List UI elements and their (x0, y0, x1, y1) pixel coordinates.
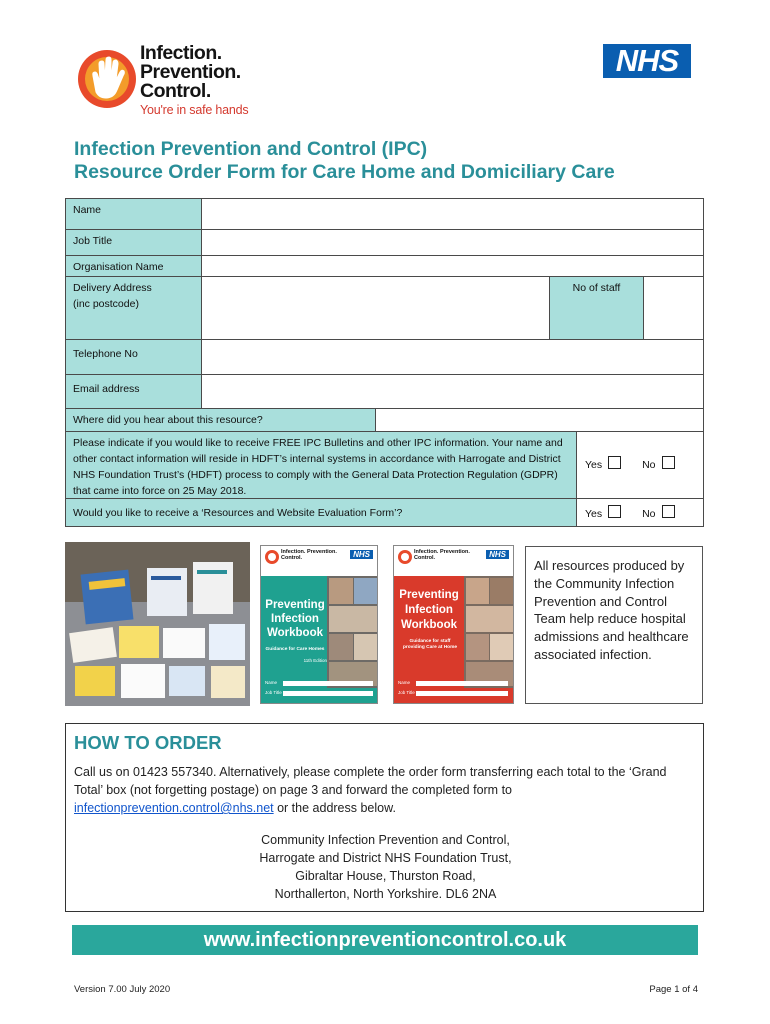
hand-icon (398, 550, 412, 564)
logo-line3: Control. (140, 80, 211, 102)
staff-count-input[interactable] (643, 276, 704, 340)
website-banner[interactable]: www.infectionpreventioncontrol.co.uk (72, 925, 698, 955)
email-input[interactable] (201, 374, 704, 409)
name-label: Name (65, 198, 202, 230)
workbook2-job-line (416, 691, 508, 696)
address-line3: Gibraltar House, Thurston Road, (295, 869, 476, 883)
workbook1-title-line3: Workbook (266, 627, 323, 639)
workbook-care-homes-cover (260, 545, 378, 704)
how-to-order-box (65, 723, 704, 912)
job-title-label: Job Title (65, 229, 202, 256)
organisation-label: Organisation Name (65, 255, 202, 277)
how-to-order-heading: HOW TO ORDER (74, 732, 222, 753)
page-number: Page 1 of 4 (649, 984, 698, 995)
page-title: Infection Prevention and Control (IPC) (74, 138, 428, 160)
staff-count-label: No of staff (549, 276, 644, 340)
workbook1-job-label: Job Title (265, 690, 282, 695)
bulletins-yes-checkbox[interactable] (608, 456, 621, 469)
version-footer: Version 7.00 July 2020 (74, 984, 171, 995)
workbook-care-at-home-cover (393, 545, 514, 704)
how-to-order-text (74, 763, 694, 817)
evaluation-yes-checkbox[interactable] (608, 505, 621, 518)
evaluation-no-label: No (642, 508, 656, 520)
workbook2-logo-text: Infection. Prevention. Control. (414, 549, 470, 561)
workbook1-job-line (283, 691, 373, 696)
workbook2-title-line1: Preventing (399, 589, 459, 601)
workbook2-photos (464, 576, 514, 688)
workbook1-subtitle: Guidance for Care Homes (265, 647, 325, 652)
logo-line2: Prevention. (140, 61, 241, 83)
telephone-input[interactable] (201, 339, 704, 375)
bulletins-no-checkbox[interactable] (662, 456, 675, 469)
workbook1-nhs-logo: NHS (350, 550, 373, 559)
workbook1-title (263, 598, 327, 640)
workbook1-logo-text: Infection. Prevention. Control. (281, 549, 337, 561)
page-subtitle: Resource Order Form for Care Home and Domiciliary Care (74, 161, 615, 183)
order-form-table (65, 198, 704, 527)
workbook1-photo-strip (327, 576, 378, 688)
workbook1-title-line2: Infection (271, 613, 319, 625)
job-title-input[interactable] (201, 229, 704, 256)
workbook2-title-line2: Infection (405, 604, 453, 616)
bulletins-options (576, 431, 704, 499)
evaluation-yes-label: Yes (585, 508, 603, 520)
evaluation-form-question: Would you like to receive a ‘Resources and Website Evaluation Form’? (65, 498, 577, 527)
order-instructions: Call us on 01423 557340. Alternatively, please complete the order form transferring each total to the ‘Grand Total’ box (not forgetting postage) on page 3 and forward the completed form to (74, 765, 667, 797)
hand-icon (76, 48, 138, 110)
logo-wordmark (140, 44, 241, 101)
hear-about-input[interactable] (375, 408, 704, 432)
delivery-address-input[interactable] (201, 276, 550, 340)
workbook2-name-line (416, 681, 508, 686)
workbook1-edition: 11th Edition (303, 658, 327, 663)
resources-photo (65, 542, 250, 706)
workbook1-name-label: Name (265, 680, 278, 685)
resources-blurb: All resources produced by the Community Infection Prevention and Control Team help reduce hospital admissions and healthcare associated infection. (525, 546, 703, 704)
resources-photo-illustration (65, 542, 250, 706)
workbook2-photo-strip (464, 576, 514, 688)
logo-tagline: You're in safe hands (140, 103, 249, 117)
order-instructions-end: or the address below. (273, 801, 396, 815)
bulletins-consent-text: Please indicate if you would like to receive FREE IPC Bulletins and other IPC information. Your name and other contact information will reside in HDFT’s internal systems in accordance with Harrogate and District NHS Foundation Trust’s (HDFT) process to comply with the General Data Protection Regulation (GDPR) that came into force on 25 May 2018. (65, 431, 577, 499)
ipc-logo (76, 44, 276, 122)
address-line2: Harrogate and District NHS Foundation Trust, (259, 851, 512, 865)
evaluation-no-checkbox[interactable] (662, 505, 675, 518)
order-email-link[interactable]: infectionprevention.control@nhs.net (74, 801, 274, 815)
workbook2-title-line3: Workbook (400, 619, 457, 631)
workbook2-name-label: Name (398, 680, 411, 685)
workbook1-name-line (283, 681, 373, 686)
bulletins-yes-label: Yes (585, 459, 603, 471)
address-line1: Community Infection Prevention and Control, (261, 833, 510, 847)
organisation-input[interactable] (201, 255, 704, 277)
workbook2-job-label: Job Title (398, 690, 415, 695)
telephone-label: Telephone No (65, 339, 202, 375)
delivery-address-label-line1: Delivery Address (73, 282, 152, 294)
name-input[interactable] (201, 198, 704, 230)
workbook2-nhs-logo: NHS (486, 550, 509, 559)
workbook1-photos (327, 576, 378, 688)
delivery-address-label-line2: (inc postcode) (73, 298, 139, 310)
workbook2-subtitle: Guidance for staff providing Care at Home (402, 639, 458, 650)
hear-about-label: Where did you hear about this resource? (65, 408, 376, 432)
logo-line1: Infection. (140, 42, 222, 64)
workbook1-title-line1: Preventing (265, 599, 325, 611)
hand-icon (265, 550, 279, 564)
nhs-logo: NHS (603, 44, 691, 78)
address-line4: Northallerton, North Yorkshire. DL6 2NA (274, 887, 497, 901)
email-label: Email address (65, 374, 202, 409)
workbook2-title (396, 588, 462, 633)
evaluation-options (576, 498, 704, 527)
postal-address (66, 831, 705, 903)
bulletins-no-label: No (642, 459, 656, 471)
delivery-address-label (65, 276, 202, 340)
